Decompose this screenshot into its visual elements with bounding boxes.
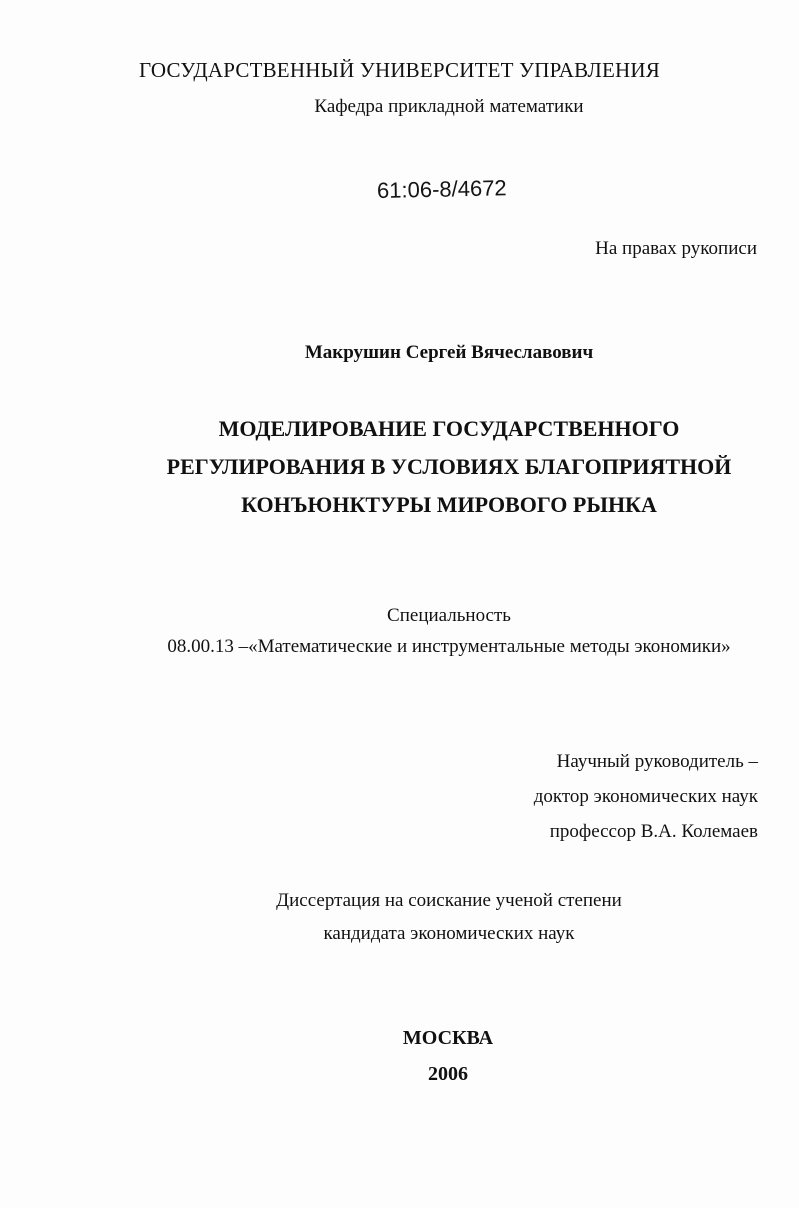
- rights-note: На правах рукописи: [595, 238, 757, 259]
- dissertation-title: [0, 410, 799, 524]
- author-name: Макрушин Сергей Вячеславович: [304, 342, 594, 363]
- title-line: РЕГУЛИРОВАНИЯ В УСЛОВИЯХ БЛАГОПРИЯТНОЙ: [166, 454, 732, 479]
- city: МОСКВА: [402, 1027, 494, 1049]
- degree-line: Диссертация на соискание ученой степени: [276, 890, 622, 911]
- specialty-label: Специальность: [387, 605, 511, 626]
- supervisor-block: [534, 744, 758, 849]
- dissertation-degree: [0, 884, 799, 950]
- supervisor-line: профессор В.А. Колемаев: [549, 821, 758, 842]
- degree-line: кандидата экономических наук: [323, 923, 575, 944]
- specialty-code: 08.00.13 –«Математические и инструментальные методы экономики»: [167, 636, 731, 657]
- year: 2006: [428, 1063, 468, 1085]
- supervisor-line: доктор экономических наук: [533, 786, 758, 807]
- title-line: КОНЪЮНКТУРЫ МИРОВОГО РЫНКА: [241, 492, 657, 517]
- department-name: Кафедра прикладной математики: [314, 96, 584, 117]
- supervisor-line: Научный руководитель –: [556, 751, 758, 772]
- title-line: МОДЕЛИРОВАНИЕ ГОСУДАРСТВЕННОГО: [218, 416, 680, 441]
- library-stamp-code: 61:06-8/4672: [376, 175, 507, 203]
- university-name: ГОСУДАРСТВЕННЫЙ УНИВЕРСИТЕТ УПРАВЛЕНИЯ: [139, 58, 660, 82]
